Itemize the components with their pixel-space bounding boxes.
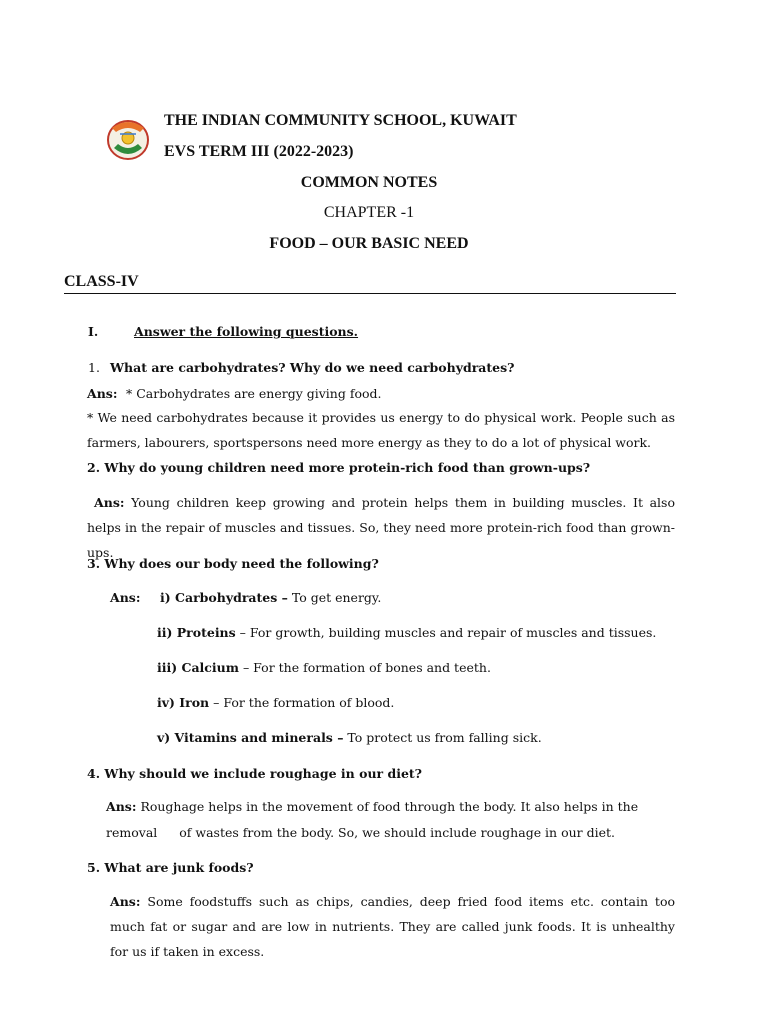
question-number: 1.	[88, 360, 100, 375]
answer-3-item-1: i) Carbohydrates – To get energy.	[160, 590, 382, 605]
chapter-number: CHAPTER -1	[323, 204, 415, 221]
answer-1-line-1: * Carbohydrates are energy giving food.	[126, 386, 382, 401]
chapter-title: FOOD – OUR BASIC NEED	[269, 235, 469, 252]
question-1: What are carbohydrates? Why do we need carbohydrates?	[110, 360, 515, 375]
answer-4-line-2: removal of wastes from the body. So, we should include roughage in our diet.	[106, 825, 616, 840]
answer-3-item-5: v) Vitamins and minerals – To protect us from falling sick.	[157, 730, 542, 745]
answer-4-line-1: Ans: Roughage helps in the movement of food through the body. It also helps in the	[106, 799, 639, 814]
answer-label: Ans:	[110, 590, 141, 605]
class-label: CLASS-IV	[64, 273, 139, 290]
section-number: I.	[88, 324, 99, 339]
answer-5-text: Some foodstuffs such as chips, candies, deep fried food items etc. contain too much fat or sugar and are low in nutrients. They are called junk foods. It is unhealthy for us if taken in excess.	[110, 894, 675, 959]
school-name: THE INDIAN COMMUNITY SCHOOL, KUWAIT	[164, 112, 517, 129]
answer-label: Ans:	[110, 894, 141, 909]
answer-3-item-3: iii) Calcium – For the formation of bones and teeth.	[157, 660, 491, 675]
answer-label: Ans:	[87, 386, 118, 401]
answer-2-text: Young children keep growing and protein helps them in building muscles. It also helps in the repair of muscles and tissues. So, they need more protein-rich food than grown-ups.	[87, 495, 675, 560]
question-3: 3. Why does our body need the following?	[87, 556, 379, 571]
answer-3-item-2: ii) Proteins – For growth, building muscles and repair of muscles and tissues.	[157, 625, 657, 640]
school-logo-icon	[104, 114, 152, 162]
answer-5	[110, 889, 675, 964]
answer-3-item-4: iv) Iron – For the formation of blood.	[157, 695, 395, 710]
answer-label: Ans:	[94, 495, 125, 510]
header-divider	[64, 293, 676, 294]
question-4: 4. Why should we include roughage in our diet?	[87, 766, 423, 781]
term-title: EVS TERM III (2022-2023)	[164, 143, 354, 160]
question-2: 2. Why do young children need more protein-rich food than grown-ups?	[87, 460, 591, 475]
answer-1-line-2: * We need carbohydrates because it provides us energy to do physical work. People such as farmers, labourers, sportspersons need more energy as they to do a lot of physical work.	[87, 410, 675, 450]
answer-label: Ans:	[106, 799, 137, 814]
answer-2	[87, 490, 675, 565]
common-notes-title: COMMON NOTES	[300, 174, 438, 191]
question-5: 5. What are junk foods?	[87, 860, 254, 875]
section-title: Answer the following questions.	[134, 324, 359, 339]
